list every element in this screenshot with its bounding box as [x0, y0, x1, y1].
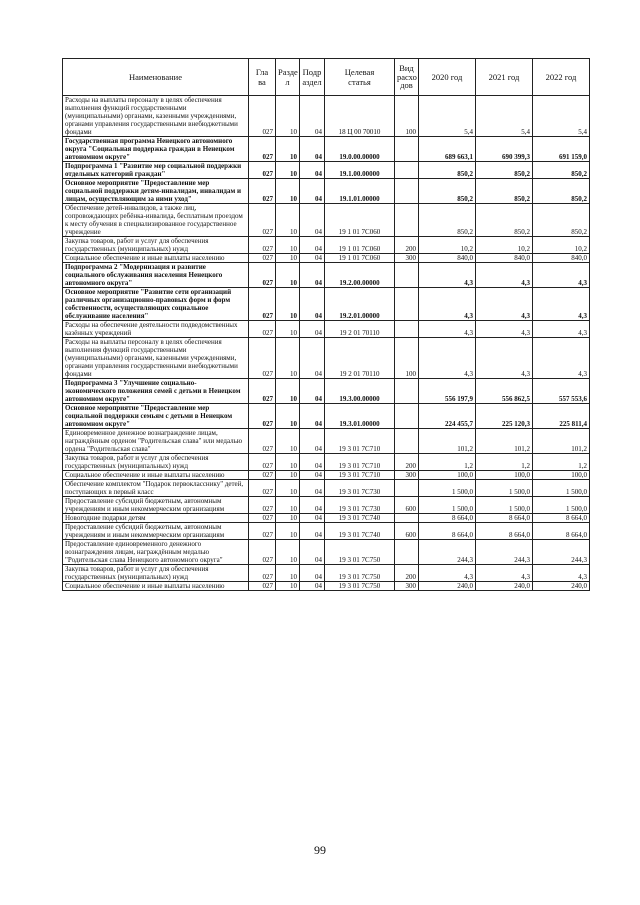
name-cell: Предоставление единовременного денежного вознаграждения лицам, награждённым медалью "Родительская слава Ненецкого автономного округа" [63, 540, 249, 565]
target-cell: 19 3 01 7С740 [325, 523, 395, 540]
value-2020-cell: 689 663,1 [419, 137, 476, 162]
vid-cell: 100 [395, 338, 419, 379]
value-2022-cell: 5,4 [533, 96, 590, 137]
value-2020-cell: 850,2 [419, 162, 476, 179]
razdel-cell: 10 [276, 321, 300, 338]
budget-table [62, 58, 590, 591]
value-2020-cell: 1,2 [419, 454, 476, 471]
value-2020-cell: 4,3 [419, 321, 476, 338]
value-2022-cell: 101,2 [533, 429, 590, 454]
target-cell: 19 3 01 7С750 [325, 565, 395, 582]
name-cell: Основное мероприятие "Предоставление мер социальной поддержки детям-инвалидам, инвалидам и лицам, осуществляющим за ними уход" [63, 179, 249, 204]
table-row [63, 514, 590, 523]
value-2021-cell: 4,3 [476, 565, 533, 582]
podrazdel-cell: 04 [300, 96, 325, 137]
table-row [63, 497, 590, 514]
value-2022-cell: 1,2 [533, 454, 590, 471]
podrazdel-cell: 04 [300, 338, 325, 379]
name-cell: Закупка товаров, работ и услуг для обеспечения государственных (муниципальных) нужд [63, 565, 249, 582]
value-2021-cell: 850,2 [476, 162, 533, 179]
value-2020-cell: 4,3 [419, 288, 476, 321]
glava-cell: 027 [249, 179, 276, 204]
podrazdel-cell: 04 [300, 454, 325, 471]
name-cell: Обеспечение детей-инвалидов, а также лиц, сопровождающих ребёнка-инвалида, бесплатным проездом к месту обучения в специализированное государственное учреждение [63, 204, 249, 237]
value-2020-cell: 101,2 [419, 429, 476, 454]
name-cell: Предоставление субсидий бюджетным, автономным учреждениям и иным некоммерческим организациям [63, 523, 249, 540]
glava-cell: 027 [249, 480, 276, 497]
vid-cell [395, 204, 419, 237]
target-cell: 19.1.00.00000 [325, 162, 395, 179]
vid-cell [395, 540, 419, 565]
value-2020-cell: 240,0 [419, 582, 476, 591]
vid-cell [395, 288, 419, 321]
table-row [63, 254, 590, 263]
target-cell: 19.2.01.00000 [325, 288, 395, 321]
header-vid: Вид расхо дов [395, 59, 419, 96]
value-2021-cell: 690 399,3 [476, 137, 533, 162]
value-2020-cell: 850,2 [419, 204, 476, 237]
podrazdel-cell: 04 [300, 540, 325, 565]
vid-cell [395, 263, 419, 288]
name-cell: Предоставление субсидий бюджетным, автономным учреждениям и иным некоммерческим организациям [63, 497, 249, 514]
podrazdel-cell: 04 [300, 582, 325, 591]
razdel-cell: 10 [276, 404, 300, 429]
table-row [63, 204, 590, 237]
target-cell: 19.3.00.00000 [325, 379, 395, 404]
vid-cell [395, 429, 419, 454]
value-2022-cell: 691 159,0 [533, 137, 590, 162]
glava-cell: 027 [249, 137, 276, 162]
value-2020-cell: 556 197,9 [419, 379, 476, 404]
vid-cell: 100 [395, 96, 419, 137]
razdel-cell: 10 [276, 137, 300, 162]
vid-cell: 600 [395, 523, 419, 540]
glava-cell: 027 [249, 162, 276, 179]
target-cell: 19.1.01.00000 [325, 179, 395, 204]
value-2021-cell: 1 500,0 [476, 480, 533, 497]
value-2022-cell: 850,2 [533, 179, 590, 204]
value-2021-cell: 101,2 [476, 429, 533, 454]
glava-cell: 027 [249, 321, 276, 338]
value-2021-cell: 8 664,0 [476, 514, 533, 523]
podrazdel-cell: 04 [300, 179, 325, 204]
razdel-cell: 10 [276, 96, 300, 137]
table-row [63, 237, 590, 254]
value-2021-cell: 240,0 [476, 582, 533, 591]
glava-cell: 027 [249, 429, 276, 454]
value-2022-cell: 850,2 [533, 162, 590, 179]
target-cell: 19 3 01 7С730 [325, 497, 395, 514]
name-cell: Государственная программа Ненецкого автономного округа "Социальная поддержка граждан в Ненецком автономном округе" [63, 137, 249, 162]
target-cell: 19 1 01 7С060 [325, 237, 395, 254]
name-cell: Подпрограмма 1 "Развитие мер социальной поддержки отдельных категорий граждан" [63, 162, 249, 179]
razdel-cell: 10 [276, 338, 300, 379]
glava-cell: 027 [249, 288, 276, 321]
value-2022-cell: 4,3 [533, 263, 590, 288]
value-2020-cell: 1 500,0 [419, 497, 476, 514]
target-cell: 19 3 01 7С740 [325, 514, 395, 523]
target-cell: 19 3 01 7С750 [325, 540, 395, 565]
name-cell: Закупка товаров, работ и услуг для обеспечения государственных (муниципальных) нужд [63, 237, 249, 254]
vid-cell [395, 514, 419, 523]
value-2022-cell: 557 553,6 [533, 379, 590, 404]
razdel-cell: 10 [276, 582, 300, 591]
glava-cell: 027 [249, 379, 276, 404]
glava-cell: 027 [249, 263, 276, 288]
glava-cell: 027 [249, 404, 276, 429]
vid-cell: 200 [395, 565, 419, 582]
podrazdel-cell: 04 [300, 379, 325, 404]
value-2021-cell: 4,3 [476, 288, 533, 321]
podrazdel-cell: 04 [300, 471, 325, 480]
podrazdel-cell: 04 [300, 514, 325, 523]
value-2021-cell: 4,3 [476, 263, 533, 288]
podrazdel-cell: 04 [300, 237, 325, 254]
glava-cell: 027 [249, 96, 276, 137]
table-row [63, 480, 590, 497]
razdel-cell: 10 [276, 254, 300, 263]
value-2020-cell: 840,0 [419, 254, 476, 263]
podrazdel-cell: 04 [300, 321, 325, 338]
razdel-cell: 10 [276, 263, 300, 288]
value-2021-cell: 556 862,5 [476, 379, 533, 404]
value-2022-cell: 225 811,4 [533, 404, 590, 429]
value-2022-cell: 10,2 [533, 237, 590, 254]
name-cell: Основное мероприятие "Развитие сети организаций различных организационно-правовых форм и форм собственности, осуществляющих социальное обслуживание населения" [63, 288, 249, 321]
name-cell: Расходы на выплаты персоналу в целях обеспечения выполнения функций государственными (муниципальными) органами, казенными учреждениями, органами управления государственными внебюджетными фондами [63, 96, 249, 137]
podrazdel-cell: 04 [300, 497, 325, 514]
razdel-cell: 10 [276, 429, 300, 454]
razdel-cell: 10 [276, 204, 300, 237]
value-2022-cell: 4,3 [533, 565, 590, 582]
value-2021-cell: 840,0 [476, 254, 533, 263]
value-2022-cell: 240,0 [533, 582, 590, 591]
target-cell: 19 3 01 7С710 [325, 429, 395, 454]
value-2022-cell: 8 664,0 [533, 514, 590, 523]
value-2021-cell: 244,3 [476, 540, 533, 565]
value-2022-cell: 850,2 [533, 204, 590, 237]
target-cell: 19 3 01 7С710 [325, 471, 395, 480]
value-2021-cell: 10,2 [476, 237, 533, 254]
vid-cell [395, 162, 419, 179]
podrazdel-cell: 04 [300, 404, 325, 429]
value-2022-cell: 244,3 [533, 540, 590, 565]
target-cell: 19.0.00.00000 [325, 137, 395, 162]
value-2020-cell: 244,3 [419, 540, 476, 565]
vid-cell: 600 [395, 497, 419, 514]
header-target: Целевая статья [325, 59, 395, 96]
glava-cell: 027 [249, 204, 276, 237]
vid-cell: 300 [395, 582, 419, 591]
value-2022-cell: 4,3 [533, 321, 590, 338]
razdel-cell: 10 [276, 179, 300, 204]
vid-cell: 300 [395, 254, 419, 263]
target-cell: 18 Ц 00 70010 [325, 96, 395, 137]
podrazdel-cell: 04 [300, 204, 325, 237]
value-2020-cell: 1 500,0 [419, 480, 476, 497]
table-row [63, 523, 590, 540]
header-name: Наименование [63, 59, 249, 96]
podrazdel-cell: 04 [300, 263, 325, 288]
value-2021-cell: 100,0 [476, 471, 533, 480]
table-row [63, 288, 590, 321]
table-row [63, 338, 590, 379]
value-2021-cell: 5,4 [476, 96, 533, 137]
glava-cell: 027 [249, 497, 276, 514]
name-cell: Закупка товаров, работ и услуг для обеспечения государственных (муниципальных) нужд [63, 454, 249, 471]
razdel-cell: 10 [276, 540, 300, 565]
name-cell: Расходы на обеспечение деятельности подведомственных казённых учреждений [63, 321, 249, 338]
value-2020-cell: 10,2 [419, 237, 476, 254]
vid-cell [395, 321, 419, 338]
table-row [63, 454, 590, 471]
value-2020-cell: 4,3 [419, 565, 476, 582]
value-2021-cell: 1,2 [476, 454, 533, 471]
table-row [63, 379, 590, 404]
target-cell: 19 3 01 7С710 [325, 454, 395, 471]
podrazdel-cell: 04 [300, 429, 325, 454]
razdel-cell: 10 [276, 565, 300, 582]
table-row [63, 565, 590, 582]
table-row [63, 471, 590, 480]
name-cell: Расходы на выплаты персоналу в целях обеспечения выполнения функций государственными (муниципальными) органами, казенными учреждениями, органами управления государственными внебюджетными фондами [63, 338, 249, 379]
name-cell: Единовременное денежное вознаграждение лицам, награждённым орденом "Родительская слава" или медалью ордена "Родительская слава" [63, 429, 249, 454]
value-2022-cell: 1 500,0 [533, 480, 590, 497]
table-row [63, 582, 590, 591]
razdel-cell: 10 [276, 162, 300, 179]
header-2021: 2021 год [476, 59, 533, 96]
table-row [63, 137, 590, 162]
podrazdel-cell: 04 [300, 565, 325, 582]
target-cell: 19 1 01 7С060 [325, 254, 395, 263]
razdel-cell: 10 [276, 288, 300, 321]
razdel-cell: 10 [276, 497, 300, 514]
value-2022-cell: 840,0 [533, 254, 590, 263]
razdel-cell: 10 [276, 523, 300, 540]
name-cell: Социальное обеспечение и иные выплаты населению [63, 254, 249, 263]
glava-cell: 027 [249, 254, 276, 263]
target-cell: 19 2 01 70110 [325, 321, 395, 338]
glava-cell: 027 [249, 514, 276, 523]
podrazdel-cell: 04 [300, 137, 325, 162]
table-row [63, 540, 590, 565]
glava-cell: 027 [249, 454, 276, 471]
glava-cell: 027 [249, 540, 276, 565]
razdel-cell: 10 [276, 379, 300, 404]
value-2020-cell: 8 664,0 [419, 514, 476, 523]
value-2021-cell: 850,2 [476, 179, 533, 204]
vid-cell: 200 [395, 454, 419, 471]
page-number: 99 [314, 843, 326, 857]
podrazdel-cell: 04 [300, 254, 325, 263]
table-row [63, 179, 590, 204]
razdel-cell: 10 [276, 454, 300, 471]
name-cell: Основное мероприятие "Предоставление мер социальной поддержки семьям с детьми в Ненецком автономном округе" [63, 404, 249, 429]
glava-cell: 027 [249, 338, 276, 379]
value-2022-cell: 100,0 [533, 471, 590, 480]
value-2021-cell: 1 500,0 [476, 497, 533, 514]
vid-cell [395, 137, 419, 162]
podrazdel-cell: 04 [300, 480, 325, 497]
value-2021-cell: 4,3 [476, 321, 533, 338]
table-row [63, 429, 590, 454]
value-2020-cell: 4,3 [419, 263, 476, 288]
name-cell: Подпрограмма 2 "Модернизация и развитие социального обслуживания населения Ненецкого автономного округа" [63, 263, 249, 288]
table-row [63, 162, 590, 179]
razdel-cell: 10 [276, 480, 300, 497]
vid-cell: 300 [395, 471, 419, 480]
value-2020-cell: 100,0 [419, 471, 476, 480]
vid-cell: 200 [395, 237, 419, 254]
header-2020: 2020 год [419, 59, 476, 96]
podrazdel-cell: 04 [300, 288, 325, 321]
name-cell: Подпрограмма 3 "Улучшение социально-экономического положения семей с детьми в Ненецком автономном округе" [63, 379, 249, 404]
target-cell: 19 3 01 7С750 [325, 582, 395, 591]
target-cell: 19 2 01 70110 [325, 338, 395, 379]
value-2020-cell: 5,4 [419, 96, 476, 137]
glava-cell: 027 [249, 565, 276, 582]
header-podrazdel: Подр аздел [300, 59, 325, 96]
table-body [63, 96, 590, 591]
vid-cell [395, 179, 419, 204]
table-header-row [63, 59, 590, 96]
razdel-cell: 10 [276, 514, 300, 523]
name-cell: Социальное обеспечение и иные выплаты населению [63, 582, 249, 591]
value-2020-cell: 224 455,7 [419, 404, 476, 429]
target-cell: 19.2.00.00000 [325, 263, 395, 288]
value-2021-cell: 850,2 [476, 204, 533, 237]
glava-cell: 027 [249, 523, 276, 540]
value-2020-cell: 8 664,0 [419, 523, 476, 540]
table-row [63, 404, 590, 429]
target-cell: 19 1 01 7С060 [325, 204, 395, 237]
table-row [63, 96, 590, 137]
name-cell: Социальное обеспечение и иные выплаты населению [63, 471, 249, 480]
podrazdel-cell: 04 [300, 523, 325, 540]
value-2021-cell: 4,3 [476, 338, 533, 379]
razdel-cell: 10 [276, 471, 300, 480]
table-row [63, 321, 590, 338]
value-2022-cell: 1 500,0 [533, 497, 590, 514]
value-2022-cell: 4,3 [533, 338, 590, 379]
name-cell: Обеспечение комплектом "Подарок первокласснику" детей, поступающих в первый класс [63, 480, 249, 497]
value-2022-cell: 4,3 [533, 288, 590, 321]
header-razdel: Разде л [276, 59, 300, 96]
value-2021-cell: 225 120,3 [476, 404, 533, 429]
header-2022: 2022 год [533, 59, 590, 96]
target-cell: 19.3.01.00000 [325, 404, 395, 429]
name-cell: Новогодние подарки детям [63, 514, 249, 523]
value-2021-cell: 8 664,0 [476, 523, 533, 540]
glava-cell: 027 [249, 582, 276, 591]
vid-cell [395, 480, 419, 497]
target-cell: 19 3 01 7С730 [325, 480, 395, 497]
value-2020-cell: 4,3 [419, 338, 476, 379]
podrazdel-cell: 04 [300, 162, 325, 179]
header-glava: Гла ва [249, 59, 276, 96]
value-2022-cell: 8 664,0 [533, 523, 590, 540]
value-2020-cell: 850,2 [419, 179, 476, 204]
glava-cell: 027 [249, 237, 276, 254]
razdel-cell: 10 [276, 237, 300, 254]
vid-cell [395, 404, 419, 429]
table-row [63, 263, 590, 288]
glava-cell: 027 [249, 471, 276, 480]
vid-cell [395, 379, 419, 404]
